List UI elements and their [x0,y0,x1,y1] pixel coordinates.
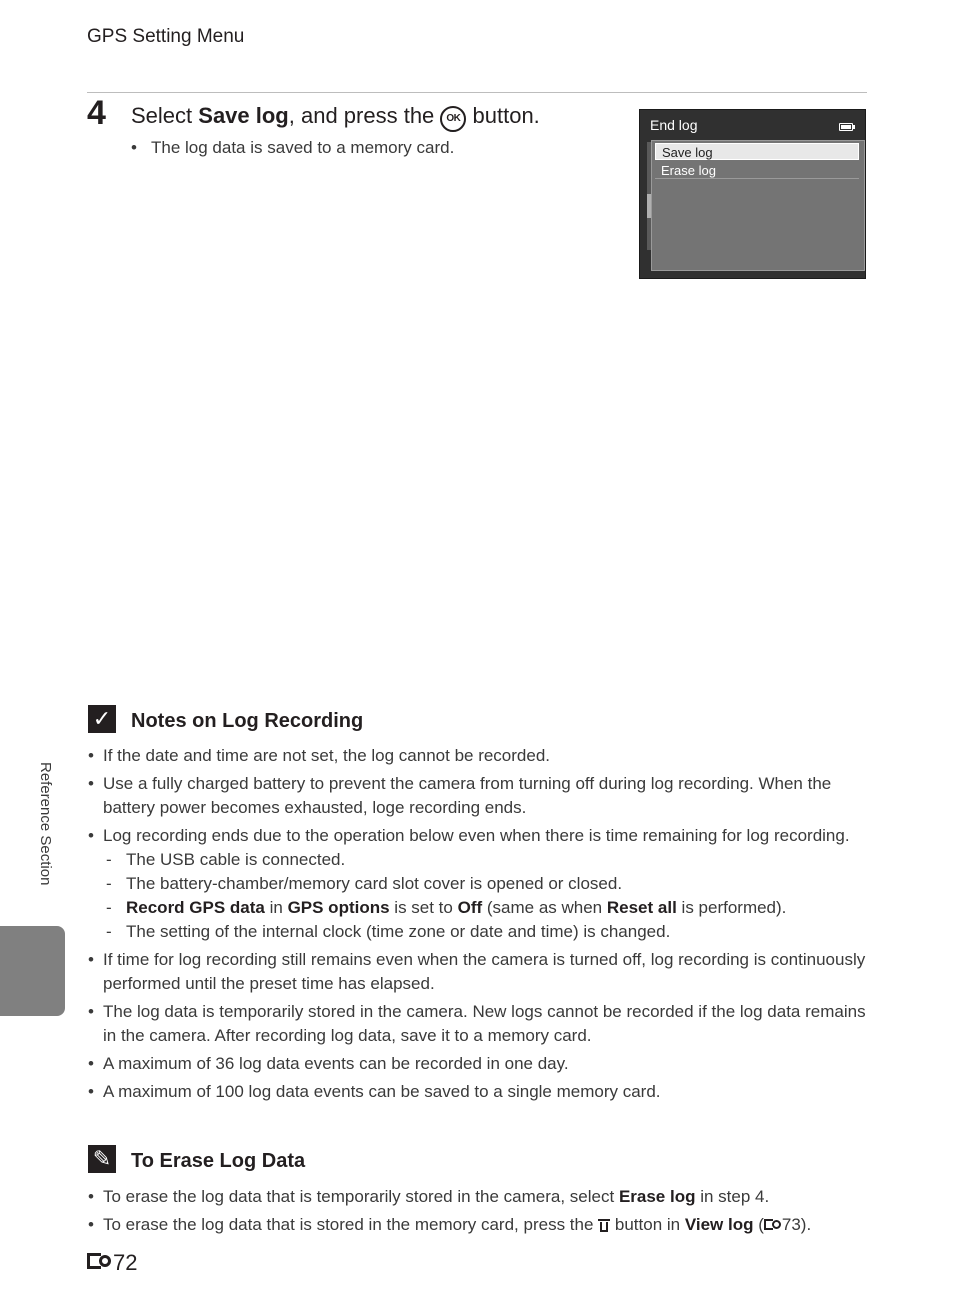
text: To erase the log data that is stored in the memory card, press the [103,1215,599,1234]
sub-list-item: - The setting of the internal clock (time zone or date and time) is changed. [88,920,868,944]
text: is set to [389,898,458,917]
page-reference: 73 [781,1215,801,1234]
text: ). [800,1215,812,1234]
erase-title: To Erase Log Data [131,1150,306,1172]
side-label-text: Reference Section [37,762,54,886]
text: in [264,898,288,917]
step-heading-text: Select [131,103,199,128]
erase-list [88,1185,868,1241]
step-heading-text-3: button. [466,103,540,128]
notes-title: Notes on Log Recording [131,710,364,732]
header-divider [87,92,867,93]
bold-term: Erase log [618,1187,696,1206]
list-item: • Use a fully charged battery to prevent the camera from turning off during log recording. When the battery power becomes exhausted, loge recording ends. [88,772,868,820]
step-number: 4 [87,94,106,132]
checkmark-icon: ✓ [88,705,116,733]
side-section-label [32,762,58,912]
sub-list-item [88,896,868,920]
bold-term: GPS options [287,898,390,917]
list-item [88,1213,868,1237]
notes-list [88,744,868,1108]
step-heading-text-2: , and press the [288,103,441,128]
text: To erase the log data that is temporarily stored in the camera, select [103,1187,619,1206]
list-item: • Log recording ends due to the operation below even when there is time remaining for log recording. [88,824,868,848]
side-tab [0,926,65,1016]
bold-term: Reset all [606,898,677,917]
step-bullet-text: The log data is saved to a memory card. [151,138,455,157]
menu-item-save-log[interactable]: Save log [655,143,859,160]
text: ( [753,1215,764,1234]
reference-section-icon [87,1253,113,1271]
battery-icon [839,123,853,131]
section-title: GPS Setting Menu [87,26,245,47]
screen-title: End log [650,117,698,133]
text: is performed). [676,898,787,917]
step-heading-bold: Save log [198,103,289,128]
sub-list-item: - The battery-chamber/memory card slot cover is opened or closed. [88,872,868,896]
trash-icon [598,1217,610,1232]
page-number [87,1250,137,1276]
list-item: • A maximum of 100 log data events can be saved to a single memory card. [88,1080,868,1104]
step-bullet: • The log data is saved to a memory card. [131,138,455,157]
list-item: • If the date and time are not set, the log cannot be recorded. [88,744,868,768]
list-item: • If time for log recording still remains even when the camera is turned off, log recording is continuously performed until the preset time has elapsed. [88,948,868,996]
text: button in [610,1215,685,1234]
menu-panel [651,140,865,271]
list-item [88,1185,868,1209]
bold-term: Record GPS data [126,898,265,917]
sub-list-item: - The USB cable is connected. [88,848,868,872]
ok-button-icon: OK [440,106,466,132]
pencil-icon: ✎ [88,1145,116,1173]
step-heading [131,100,540,132]
camera-menu-screen [639,109,866,279]
bold-term: View log [684,1215,754,1234]
menu-item-erase-log[interactable]: Erase log [655,162,859,179]
list-item: • A maximum of 36 log data events can be recorded in one day. [88,1052,868,1076]
text: (same as when [482,898,607,917]
page-number-text: 72 [113,1250,138,1275]
text: in step 4. [695,1187,770,1206]
bold-term: Off [457,898,483,917]
reference-section-icon [764,1219,782,1231]
list-item: • The log data is temporarily stored in the camera. New logs cannot be recorded if the log data remains in the camera. After recording log data, save it to a memory card. [88,1000,868,1048]
